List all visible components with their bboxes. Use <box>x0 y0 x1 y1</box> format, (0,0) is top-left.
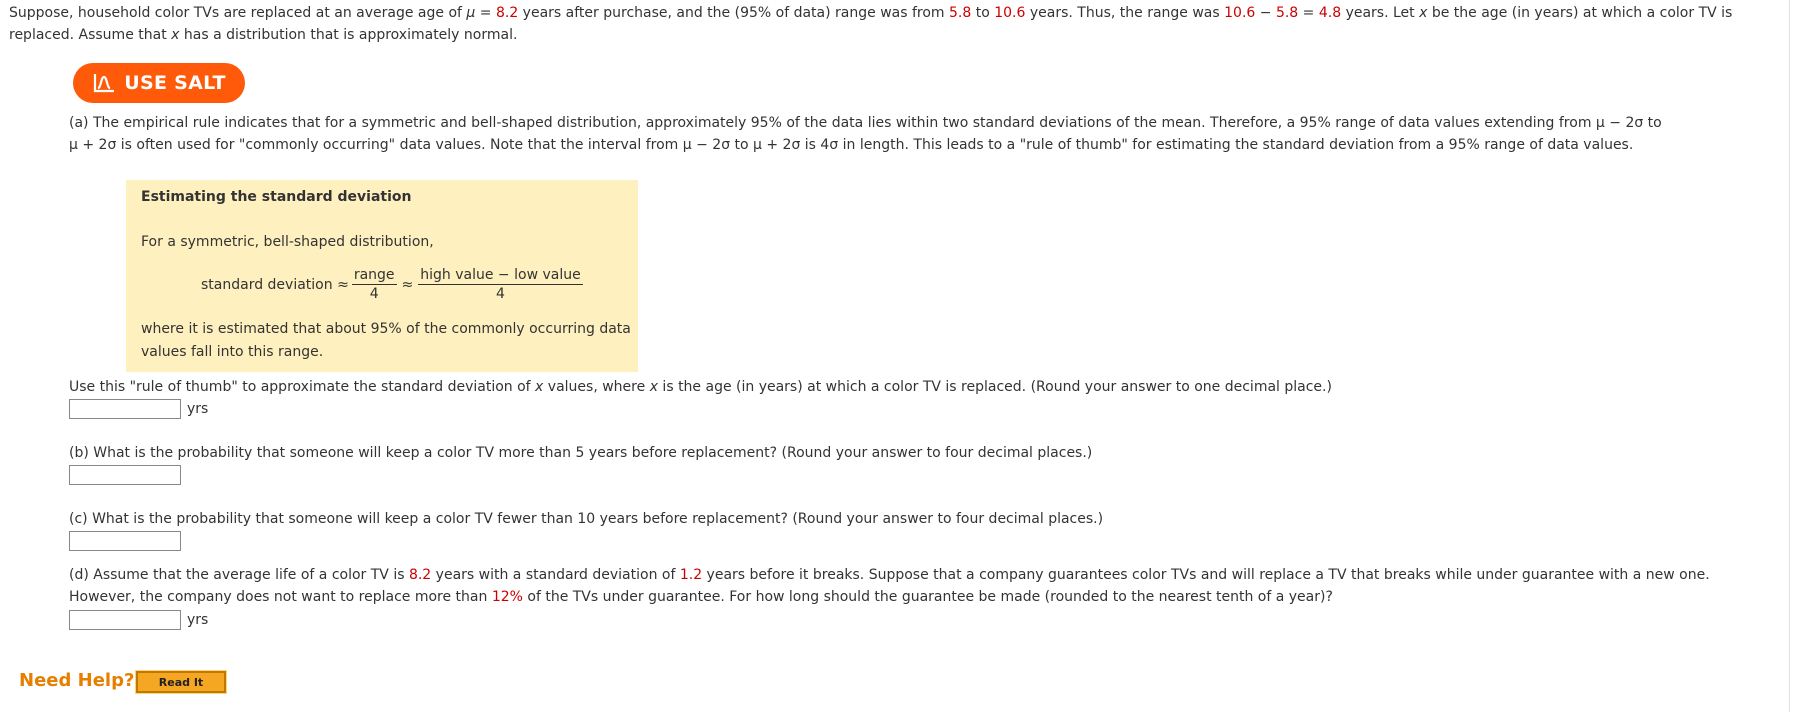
mu-symbol: μ <box>466 5 476 21</box>
part-d-answer-row <box>69 610 208 630</box>
part-d-answer-input[interactable] <box>69 610 181 630</box>
read-it-button[interactable]: Read It <box>136 671 226 693</box>
box-title: Estimating the standard deviation <box>141 189 412 205</box>
sd-value: 1.2 <box>679 567 703 583</box>
range-value: 4.8 <box>1318 5 1342 21</box>
low-value: 5.8 <box>949 5 972 21</box>
part-b-answer-row <box>69 465 181 485</box>
box-text: For a symmetric, bell-shaped distribution, <box>141 234 434 250</box>
equals: = <box>475 5 496 21</box>
question-text: (d) Assume that the average life of a color TV is <box>69 567 409 583</box>
high-value: 10.6 <box>994 5 1026 21</box>
intro-text: Suppose, household color TVs are replaced at an average age of <box>9 5 467 21</box>
part-b-question: (b) What is the probability that someone will keep a color TV more than 5 years before replacement? (Round your answer to four decimal places.) <box>69 445 1093 461</box>
salt-chart-icon <box>92 72 116 94</box>
part-a-answer-input[interactable] <box>69 399 181 419</box>
part-a-question <box>69 376 1769 398</box>
minus: − <box>1255 5 1276 21</box>
unit-label: yrs <box>187 401 209 417</box>
x-variable: x <box>1419 5 1428 21</box>
x-variable: x <box>171 27 180 43</box>
question-text: years with a standard deviation of <box>431 567 680 583</box>
part-a-intro <box>69 112 1769 156</box>
high-low-fraction <box>418 266 582 303</box>
box-note: where it is estimated that about 95% of the commonly occurring data values fall into this range. <box>141 321 631 360</box>
use-salt-label: USE SALT <box>124 72 226 94</box>
intro-text: be the age (in years) at which a color TV is replaced. Assume that <box>9 5 1733 43</box>
part-d-question <box>69 564 1769 608</box>
question-text: years before it breaks. Suppose that a company guarantees color TVs and will replace a TV that breaks while under guarantee with a new one. However, the company does not want to replace more than <box>69 567 1710 605</box>
sd-formula <box>201 266 586 303</box>
mean-value: 8.2 <box>495 5 519 21</box>
intro-text: to <box>971 5 995 21</box>
part-a-line-2: μ + 2σ is often used for "commonly occurring" data values. Note that the interval from μ − 2σ to μ + 2σ is 4σ in length. This leads to a "rule of thumb" for estimating the standard deviation from a 95% range of data values. <box>69 137 1634 153</box>
problem-intro <box>9 2 1769 46</box>
part-a-line-1: (a) The empirical rule indicates that for a symmetric and bell-shaped distribution, approximately 95% of the data lies within two standard deviations of the mean. Therefore, a 95% range of data values extending from μ − 2σ to <box>69 115 1662 131</box>
need-help-label: Need Help? <box>19 670 135 691</box>
range-high-value: 10.6 <box>1224 5 1256 21</box>
unit-label: yrs <box>187 612 209 628</box>
fraction-numerator: range <box>353 267 395 283</box>
vertical-scrollbar[interactable] <box>1789 0 1805 712</box>
x-variable: x <box>535 379 544 395</box>
rule-of-thumb-box <box>126 180 638 372</box>
use-salt-button[interactable] <box>73 63 245 103</box>
intro-text: has a distribution that is approximately normal. <box>179 27 518 43</box>
part-b-answer-input[interactable] <box>69 465 181 485</box>
part-c-answer-row <box>69 531 181 551</box>
approx-symbol: ≈ <box>401 276 414 293</box>
range-low-value: 5.8 <box>1275 5 1299 21</box>
question-text: Use this "rule of thumb" to approximate the standard deviation of <box>69 379 536 395</box>
percent-value: 12% <box>491 589 523 605</box>
sd-label: standard deviation ≈ <box>201 276 349 293</box>
fraction-denominator: 4 <box>369 286 379 302</box>
part-c-question: (c) What is the probability that someone will keep a color TV fewer than 10 years before replacement? (Round your answer to four decimal places.) <box>69 511 1104 527</box>
intro-text: years. Let <box>1341 5 1420 21</box>
part-c-answer-input[interactable] <box>69 531 181 551</box>
intro-text: years after purchase, and the (95% of data) range was from <box>518 5 949 21</box>
question-text: is the age (in years) at which a color TV is replaced. (Round your answer to one decimal place.) <box>657 379 1332 395</box>
equals: = <box>1298 5 1319 21</box>
fraction-numerator: high value − low value <box>420 267 581 283</box>
range-fraction <box>352 266 397 303</box>
question-text: values, where <box>543 379 650 395</box>
intro-text: years. Thus, the range was <box>1025 5 1225 21</box>
question-text: of the TVs under guarantee. For how long should the guarantee be made (rounded to the nearest tenth of a year)? <box>522 589 1333 605</box>
mean-value: 8.2 <box>408 567 432 583</box>
part-a-answer-row <box>69 399 208 419</box>
x-variable: x <box>649 379 658 395</box>
fraction-denominator: 4 <box>496 286 505 302</box>
